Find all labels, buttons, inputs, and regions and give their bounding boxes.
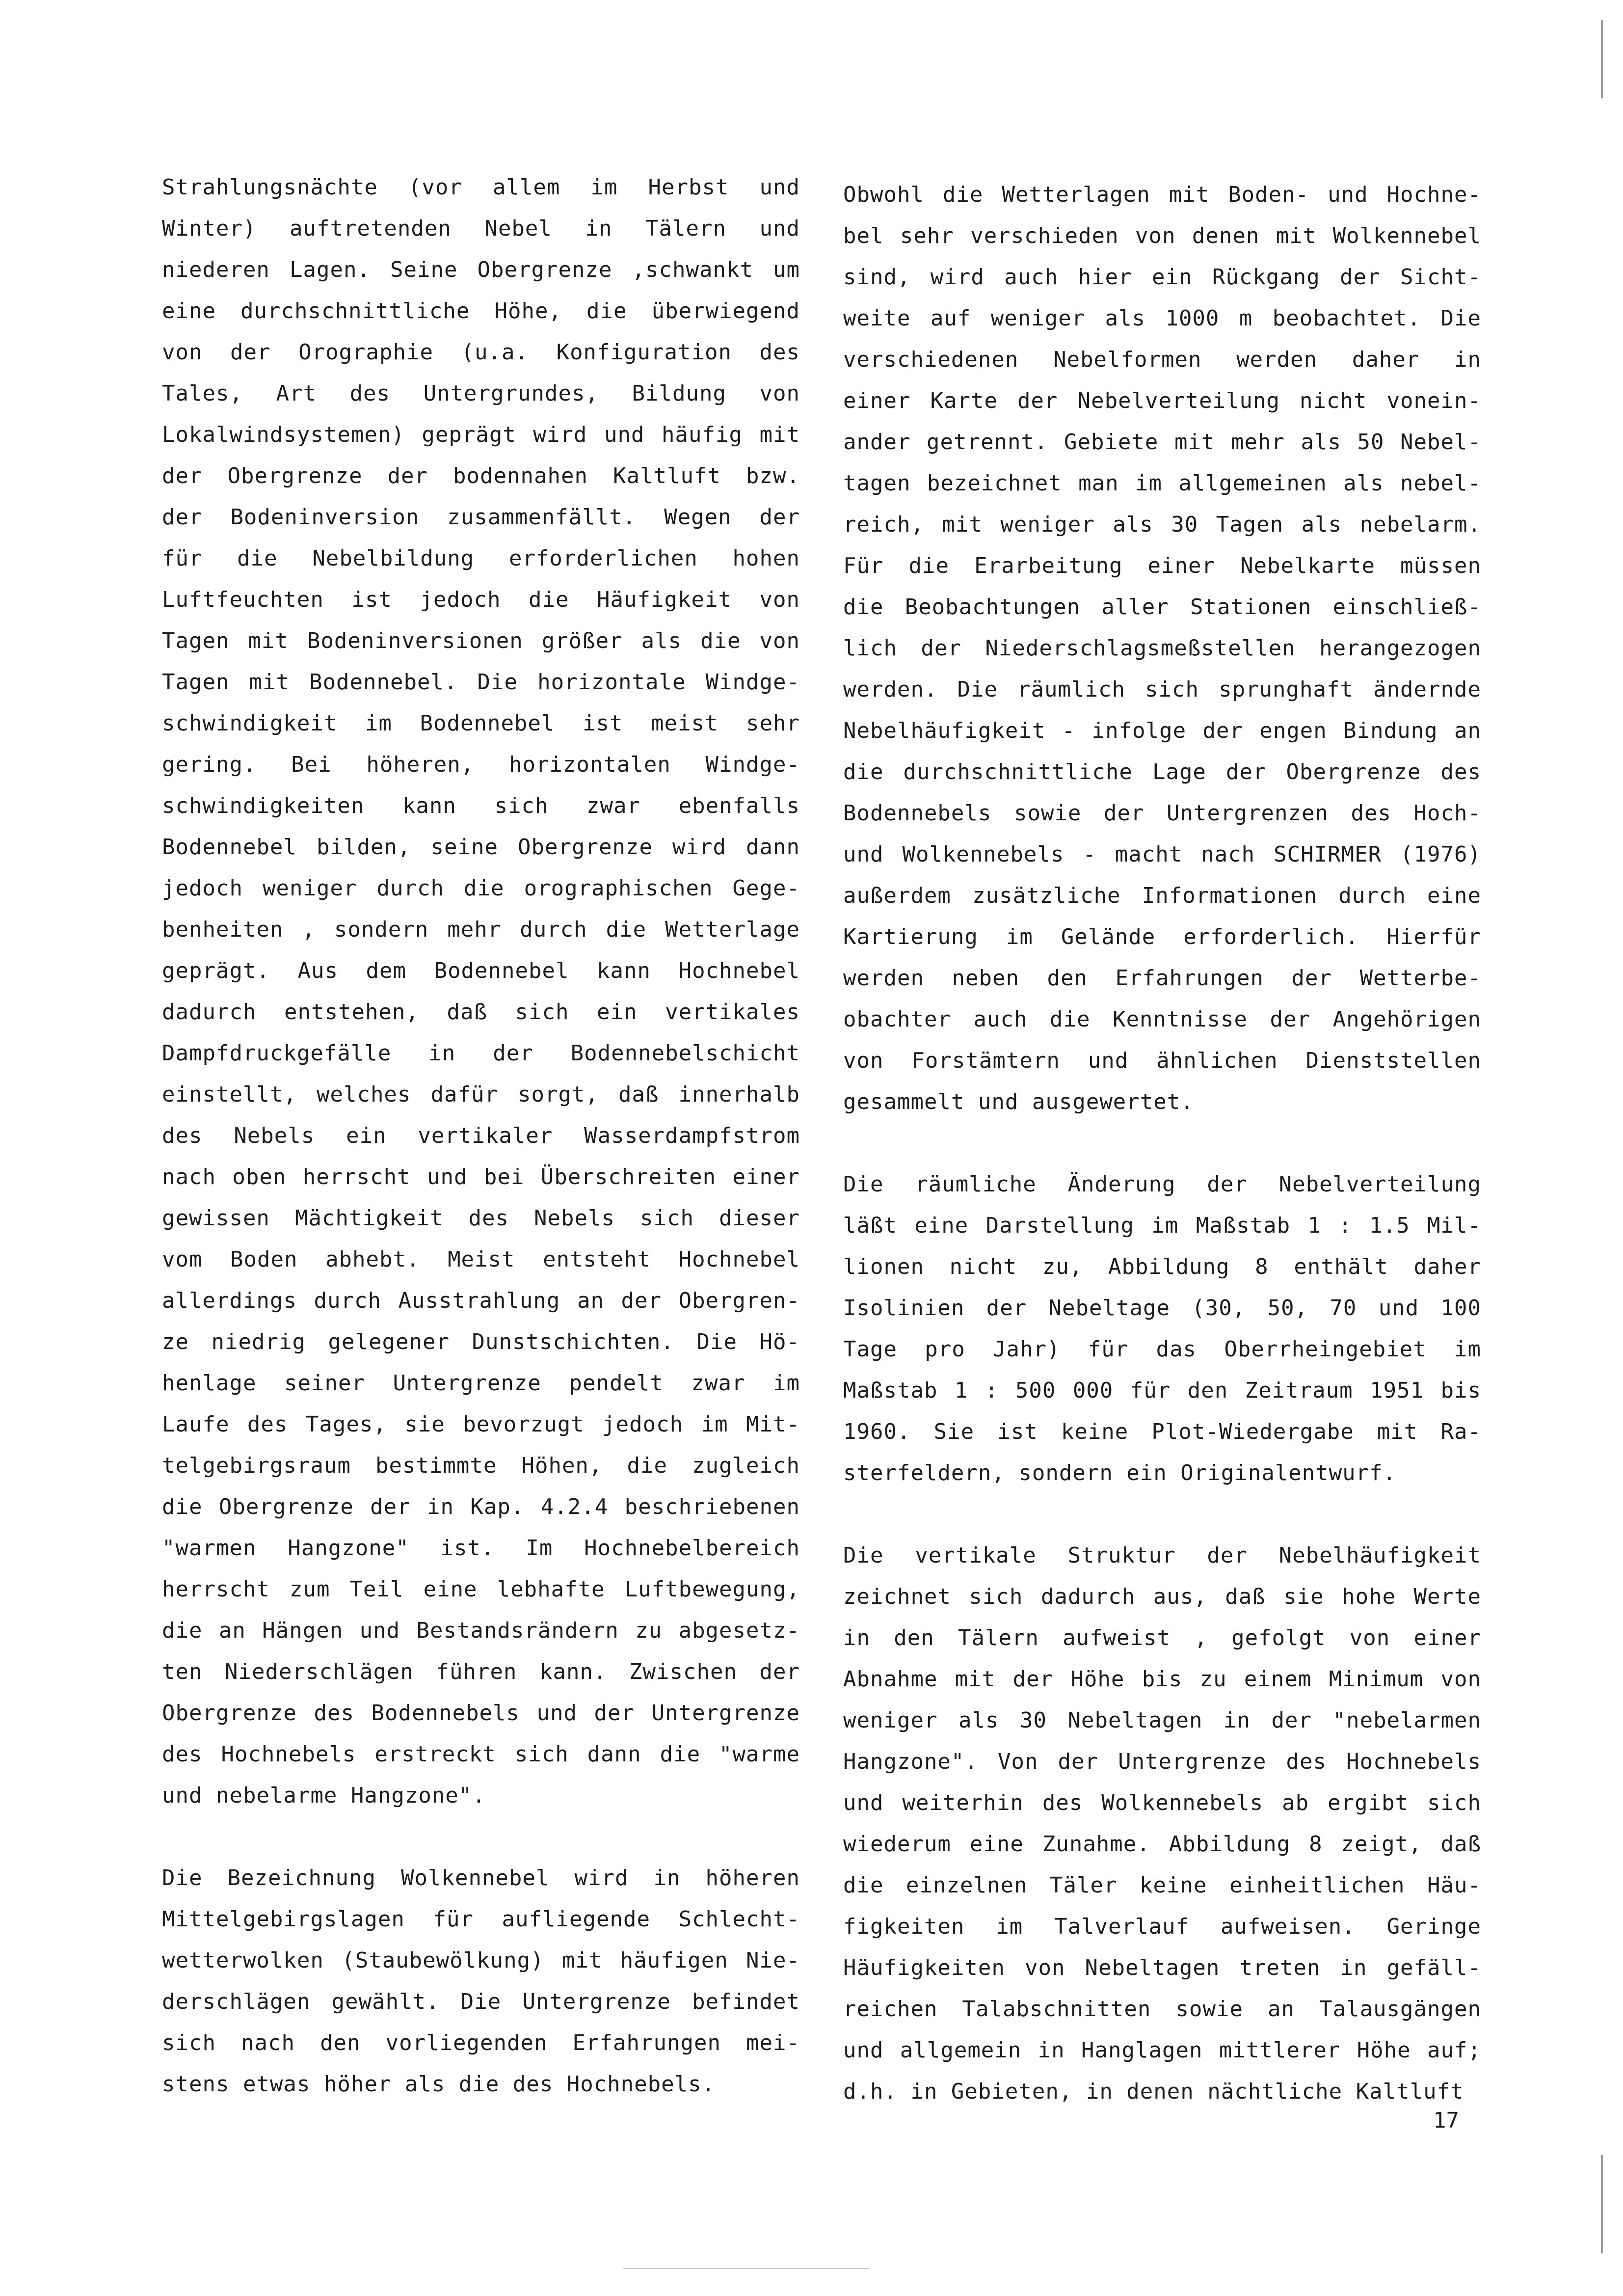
text-line: vom Boden abhebt. Meist entsteht Hochnebel: [162, 1247, 800, 1272]
text-line: Mittelgebirgslagen für aufliegende Schlecht-: [162, 1907, 800, 1932]
scan-edge-mark: [623, 2268, 869, 2269]
paragraph-gap: [843, 1494, 1481, 1535]
text-line: weniger als 30 Nebeltagen in der "nebelarmen: [843, 1708, 1481, 1733]
text-line: Tagen mit Bodennebel. Die horizontale Windge-: [162, 670, 800, 695]
text-line: zeichnet sich dadurch aus, daß sie hohe Werte: [843, 1584, 1481, 1609]
text-line: Bodennebel bilden, seine Obergrenze wird dann: [162, 835, 800, 860]
text-line: von der Orographie (u.a. Konfiguration des: [162, 340, 800, 365]
text-line: werden. Die räumlich sich sprunghaft ändernde: [843, 677, 1481, 702]
text-line: tagen bezeichnet man im allgemeinen als nebel-: [843, 471, 1481, 496]
text-line: niederen Lagen. Seine Obergrenze ‚schwankt um: [162, 257, 800, 282]
text-line: außerdem zusätzliche Informationen durch eine: [843, 883, 1481, 908]
text-line: für die Nebelbildung erforderlichen hohen: [162, 546, 800, 571]
text-line: d.h. in Gebieten, in denen nächtliche Kaltluft: [843, 2079, 1464, 2104]
text-line: allerdings durch Ausstrahlung an der Obergren-: [162, 1288, 800, 1313]
text-line: Tage pro Jahr) für das Oberrheingebiet im: [843, 1337, 1481, 1362]
text-line: Hangzone". Von der Untergrenze des Hochnebels: [843, 1749, 1481, 1774]
text-line: Luftfeuchten ist jedoch die Häufigkeit von: [162, 587, 800, 612]
text-line: Tagen mit Bodeninversionen größer als die von: [162, 628, 800, 653]
text-line: henlage seiner Untergrenze pendelt zwar im: [162, 1371, 800, 1396]
text-line: figkeiten im Talverlauf aufweisen. Geringe: [843, 1914, 1481, 1939]
text-line: sind, wird auch hier ein Rückgang der Sicht-: [843, 265, 1481, 290]
text-line: Für die Erarbeitung einer Nebelkarte müssen: [843, 553, 1481, 578]
text-line: des Hochnebels erstreckt sich dann die "warme: [162, 1742, 800, 1767]
text-line: und Wolkennebels - macht nach SCHIRMER (1976): [843, 842, 1481, 867]
text-line: jedoch weniger durch die orographischen Gege-: [162, 876, 800, 901]
scan-edge-mark: [1601, 2155, 1603, 2253]
text-line: der Bodeninversion zusammenfällt. Wegen der: [162, 505, 800, 530]
text-line: Bodennebels sowie der Untergrenzen des Hoch-: [843, 801, 1481, 826]
text-line: lionen nicht zu, Abbildung 8 enthält daher: [843, 1254, 1481, 1279]
text-line: Dampfdruckgefälle in der Bodennebelschicht: [162, 1041, 800, 1066]
text-line: Die räumliche Änderung der Nebelverteilung: [843, 1172, 1481, 1197]
text-line: Die vertikale Struktur der Nebelhäufigkeit: [843, 1543, 1481, 1568]
text-line: Obergrenze des Bodennebels und der Untergrenze: [162, 1701, 800, 1726]
text-line: gesammelt und ausgewertet.: [843, 1089, 1194, 1114]
text-line: die durchschnittliche Lage der Obergrenze des: [843, 759, 1481, 784]
text-line: verschiedenen Nebelformen werden daher in: [843, 347, 1481, 372]
text-line: 1960. Sie ist keine Plot-Wiedergabe mit Ra-: [843, 1419, 1481, 1444]
paragraph-gap: [843, 1123, 1481, 1164]
text-line: schwindigkeit im Bodennebel ist meist sehr: [162, 711, 800, 736]
text-line: Laufe des Tages, sie bevorzugt jedoch im Mit-: [162, 1412, 800, 1437]
text-line: bel sehr verschieden von denen mit Wolkennebel: [843, 223, 1481, 248]
text-line: die Obergrenze der in Kap. 4.2.4 beschriebenen: [162, 1494, 800, 1519]
paragraph: [162, 1858, 800, 2105]
text-line: weite auf weniger als 1000 m beobachtet. Die: [843, 306, 1481, 331]
paragraph: [843, 174, 1481, 1123]
text-line: und nebelarme Hangzone".: [162, 1783, 486, 1808]
text-line: stens etwas höher als die des Hochnebels.: [162, 2072, 716, 2097]
text-line: Obwohl die Wetterlagen mit Boden- und Hochne-: [843, 182, 1481, 207]
text-line: obachter auch die Kenntnisse der Angehörigen: [843, 1007, 1481, 1032]
paragraph: [162, 167, 800, 1816]
text-line: einer Karte der Nebelverteilung nicht vonein-: [843, 388, 1481, 413]
text-line: sterfeldern, sondern ein Originalentwurf.: [843, 1460, 1397, 1486]
text-line: gewissen Mächtigkeit des Nebels sich dieser: [162, 1206, 800, 1231]
text-line: lich der Niederschlagsmeßstellen herangezogen: [843, 636, 1481, 661]
text-line: geprägt. Aus dem Bodennebel kann Hochnebel: [162, 958, 800, 983]
text-line: von Forstämtern und ähnlichen Dienststellen: [843, 1048, 1481, 1073]
text-line: wetterwolken (Staubewölkung) mit häufigen Nie-: [162, 1948, 800, 1973]
paragraph-gap: [162, 1816, 800, 1858]
text-line: und allgemein in Hanglagen mittlerer Höhe auf;: [843, 2038, 1481, 2063]
text-line: die an Hängen und Bestandsrändern zu abgesetz-: [162, 1618, 800, 1643]
text-line: schwindigkeiten kann sich zwar ebenfalls: [162, 793, 800, 818]
text-line: telgebirgsraum bestimmte Höhen, die zugleich: [162, 1453, 800, 1478]
text-line: reichen Talabschnitten sowie an Talausgängen: [843, 1997, 1481, 2022]
text-line: gering. Bei höheren, horizontalen Windge-: [162, 752, 800, 777]
text-line: einstellt, welches dafür sorgt, daß innerhalb: [162, 1082, 800, 1107]
text-line: ander getrennt. Gebiete mit mehr als 50 Nebel-: [843, 430, 1481, 455]
text-line: reich, mit weniger als 30 Tagen als nebelarm.: [843, 512, 1481, 537]
text-line: eine durchschnittliche Höhe, die überwiegend: [162, 298, 800, 324]
text-line: Die Bezeichnung Wolkennebel wird in höheren: [162, 1865, 800, 1891]
text-line: Lokalwindsystemen) geprägt wird und häufig mit: [162, 422, 800, 447]
text-line: Abnahme mit der Höhe bis zu einem Minimum von: [843, 1667, 1481, 1692]
text-line: "warmen Hangzone" ist. Im Hochnebelbereich: [162, 1536, 800, 1561]
text-line: benheiten , sondern mehr durch die Wetterlage: [162, 917, 800, 942]
text-line: Tales, Art des Untergrundes, Bildung von: [162, 381, 800, 406]
text-line: Strahlungsnächte (vor allem im Herbst und: [162, 175, 800, 200]
text-line: und weiterhin des Wolkennebels ab ergibt sich: [843, 1790, 1481, 1815]
text-line: die Beobachtungen aller Stationen einschließ-: [843, 594, 1481, 620]
scan-edge-mark: [1601, 20, 1603, 98]
text-line: Kartierung im Gelände erforderlich. Hierfür: [843, 924, 1481, 949]
text-line: in den Tälern aufweist , gefolgt von einer: [843, 1625, 1481, 1650]
text-line: ten Niederschlägen führen kann. Zwischen der: [162, 1659, 800, 1684]
text-line: läßt eine Darstellung im Maßstab 1 : 1.5 Mil-: [843, 1213, 1481, 1238]
text-line: der Obergrenze der bodennahen Kaltluft bzw.: [162, 463, 800, 488]
left-column: [162, 167, 800, 2105]
text-line: Winter) auftretenden Nebel in Tälern und: [162, 216, 800, 241]
text-line: die einzelnen Täler keine einheitlichen Häu-: [843, 1873, 1481, 1898]
text-line: nach oben herrscht und bei Überschreiten einer: [162, 1164, 800, 1189]
text-line: ze niedrig gelegener Dunstschichten. Die Hö-: [162, 1329, 800, 1354]
paragraph: [843, 1164, 1481, 1494]
text-line: herrscht zum Teil eine lebhafte Luftbewegung,: [162, 1577, 800, 1602]
text-line: dadurch entstehen, daß sich ein vertikales: [162, 999, 800, 1025]
text-line: Nebelhäufigkeit - infolge der engen Bindung an: [843, 718, 1481, 743]
text-line: Maßstab 1 : 500 000 für den Zeitraum 1951 bis: [843, 1378, 1481, 1403]
text-line: Isolinien der Nebeltage (30, 50, 70 und 100: [843, 1296, 1481, 1321]
page-number: 17: [1433, 2108, 1459, 2133]
text-line: des Nebels ein vertikaler Wasserdampfstrom: [162, 1123, 800, 1148]
text-line: werden neben den Erfahrungen der Wetterbe-: [843, 966, 1481, 991]
paragraph: [843, 1535, 1481, 2112]
right-column: [843, 174, 1481, 2112]
text-line: derschlägen gewählt. Die Untergrenze befindet: [162, 1989, 800, 2014]
text-line: Häufigkeiten von Nebeltagen treten in gefäll-: [843, 1955, 1481, 1980]
text-line: wiederum eine Zunahme. Abbildung 8 zeigt, daß: [843, 1832, 1481, 1857]
text-line: sich nach den vorliegenden Erfahrungen mei-: [162, 2030, 800, 2055]
